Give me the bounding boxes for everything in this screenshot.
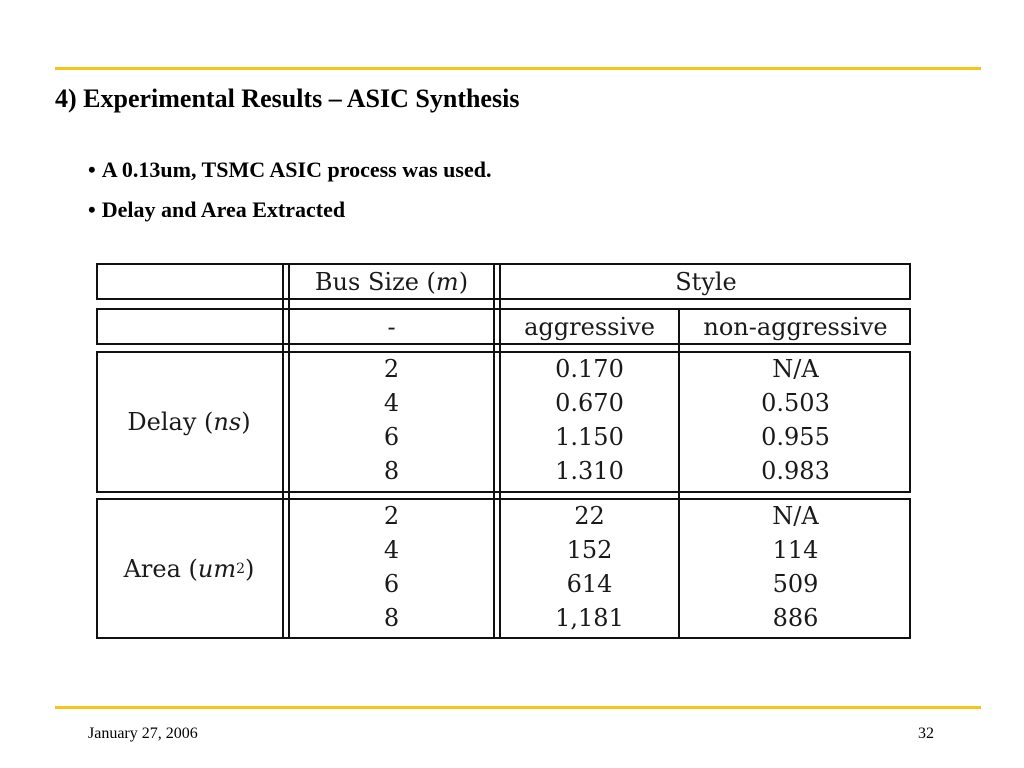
footer-date: January 27, 2006 — [88, 725, 198, 742]
area-bus-sizes — [290, 499, 493, 635]
table-cell: 6 — [383, 570, 400, 598]
area-label — [96, 498, 282, 639]
area-label-var: um — [197, 554, 237, 583]
table-cell: N/A — [772, 355, 819, 383]
subheader-bus: - — [387, 312, 396, 341]
table-cell: 614 — [566, 570, 613, 598]
bullet-item — [88, 156, 491, 196]
delay-label — [96, 351, 282, 493]
bullet-text: Delay and Area Extracted — [101, 197, 346, 222]
results-table — [96, 263, 911, 639]
bullet-list — [88, 156, 491, 236]
table-cell: 2 — [383, 502, 400, 530]
bullet-glyph: • — [88, 197, 96, 222]
table-cell: 0.955 — [761, 423, 830, 451]
bullet-glyph: • — [88, 157, 96, 182]
col-divider — [493, 263, 495, 639]
area-label-text: Area ( — [123, 554, 198, 583]
subheader-non-aggressive: non-aggressive — [703, 312, 888, 341]
area-non-aggressive — [680, 499, 911, 635]
delay-bus-sizes — [290, 352, 493, 488]
table-cell: 8 — [383, 457, 400, 485]
table-cell: 152 — [566, 536, 613, 564]
table-cell: 0.503 — [761, 389, 830, 417]
header-bus-size-text: Bus Size ( — [314, 267, 436, 296]
bullet-text: A 0.13um, TSMC ASIC process was used. — [101, 157, 492, 182]
table-cell: 0.983 — [761, 457, 830, 485]
table-cell: 114 — [772, 536, 819, 564]
delay-label-var: ns — [213, 408, 242, 436]
header-bus-size-var: m — [435, 267, 459, 296]
col-divider — [282, 263, 284, 639]
table-cell: 886 — [772, 604, 819, 632]
delay-label-text: Delay ( — [127, 408, 214, 436]
area-aggressive — [501, 499, 678, 635]
table-cell: 509 — [772, 570, 819, 598]
area-label-exponent: 2 — [236, 560, 246, 577]
delay-aggressive — [501, 352, 678, 488]
subheader-aggressive: aggressive — [524, 312, 655, 341]
bullet-item — [88, 196, 491, 236]
top-divider — [55, 67, 981, 70]
header-bus-size — [290, 263, 493, 300]
table-cell: 0.670 — [555, 389, 624, 417]
slide-title: 4) Experimental Results – ASIC Synthesis — [55, 84, 520, 113]
table-cell: N/A — [772, 502, 819, 530]
header-bus-size-close: ) — [458, 267, 469, 296]
table-cell: 4 — [383, 389, 400, 417]
table-cell: 4 — [383, 536, 400, 564]
table-cell: 1.150 — [555, 423, 624, 451]
table-cell: 1.310 — [555, 457, 624, 485]
table-cell: 8 — [383, 604, 400, 632]
header-style: Style — [675, 267, 737, 296]
delay-label-close: ) — [241, 408, 251, 436]
table-cell: 1,181 — [555, 604, 624, 632]
table-cell: 0.170 — [555, 355, 624, 383]
delay-non-aggressive — [680, 352, 911, 488]
table-cell: 22 — [574, 502, 605, 530]
bottom-divider — [55, 706, 981, 709]
table-cell: 2 — [383, 355, 400, 383]
page-number: 32 — [918, 725, 934, 742]
area-label-close: ) — [245, 554, 255, 583]
table-cell: 6 — [383, 423, 400, 451]
